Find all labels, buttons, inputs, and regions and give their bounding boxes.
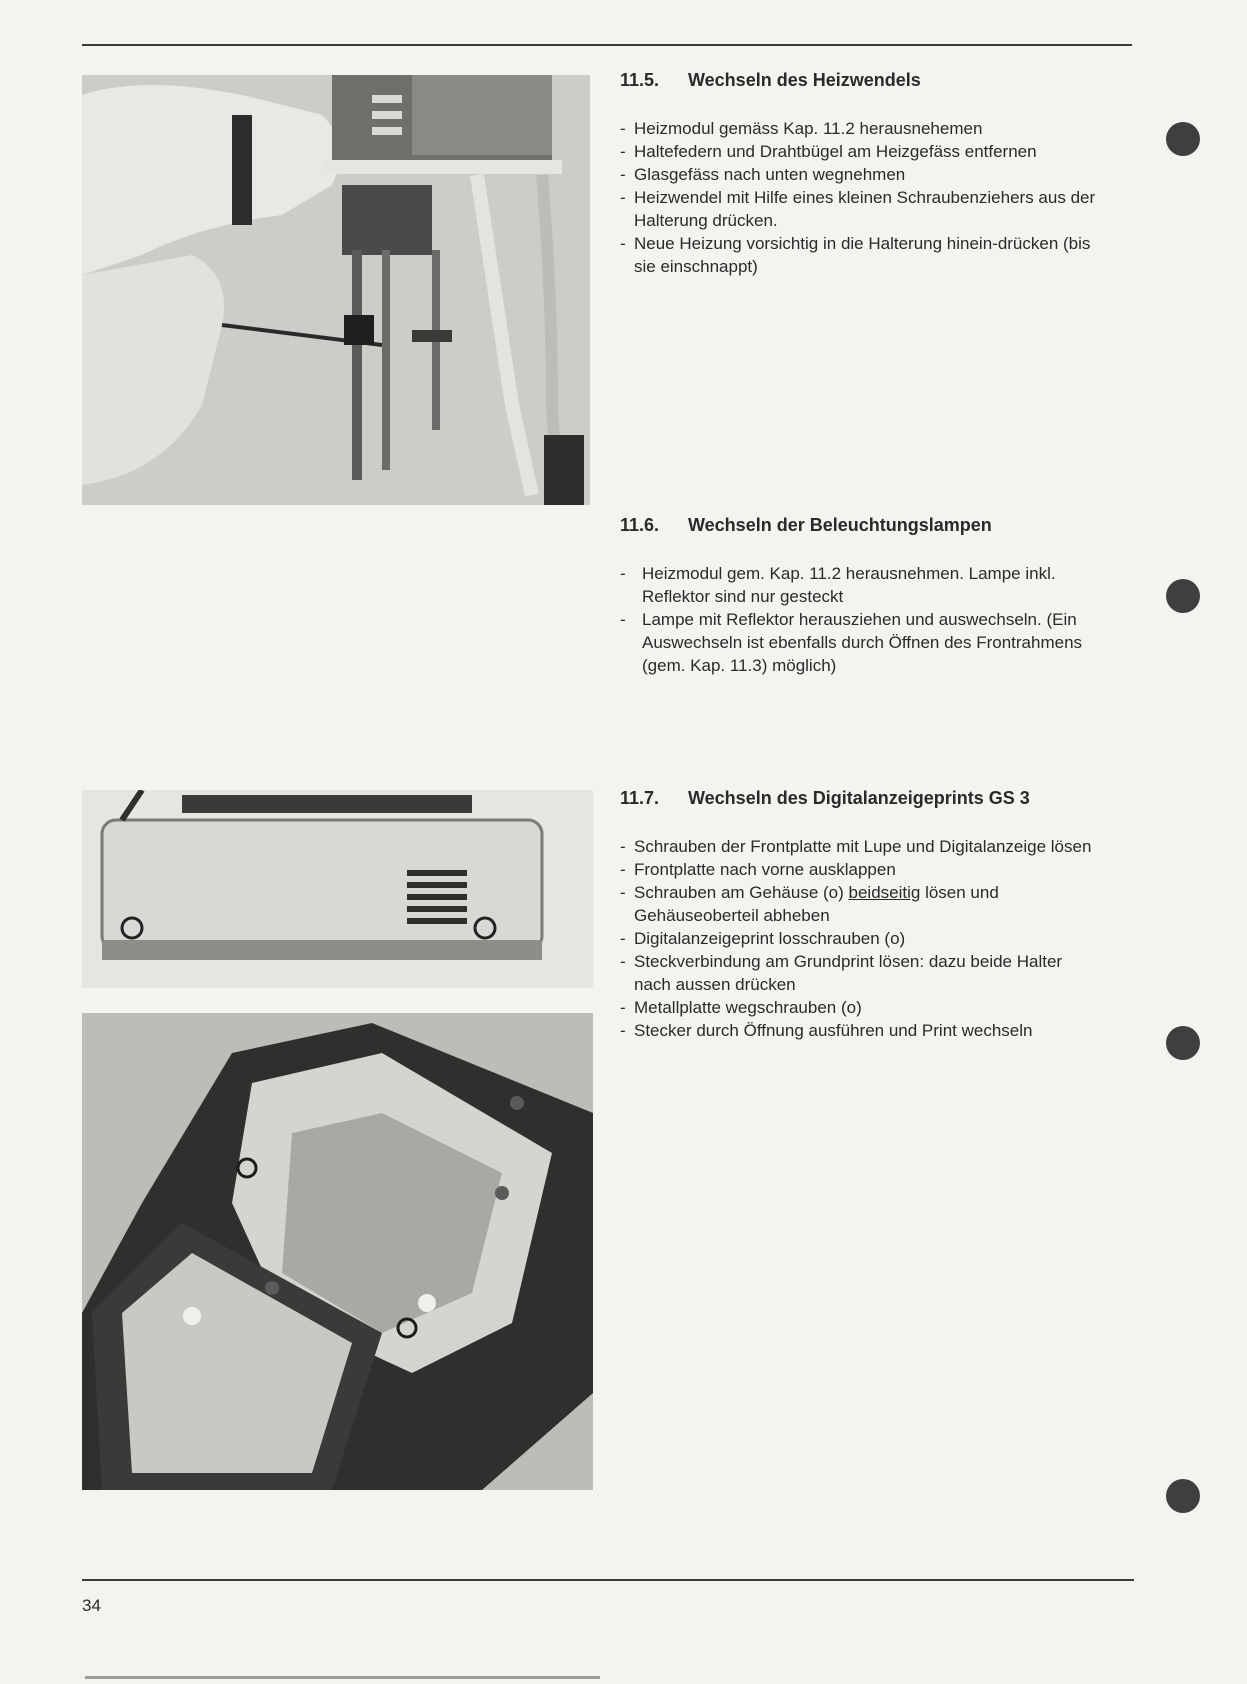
photo-digital-display-print bbox=[82, 1013, 593, 1490]
section-number: 11.7. bbox=[620, 788, 660, 808]
section-number: 11.5. bbox=[620, 70, 660, 90]
section-title: Wechseln der Beleuchtungslampen bbox=[688, 515, 992, 535]
section-number: 11.6. bbox=[620, 515, 660, 535]
section-11-5 bbox=[620, 70, 1100, 278]
page-number: 34 bbox=[82, 1596, 101, 1615]
page-edge-shadow bbox=[85, 1676, 600, 1679]
section-11-6 bbox=[620, 515, 1100, 677]
bottom-rule bbox=[82, 1579, 1134, 1581]
step-item: - Heizwendel mit Hilfe eines kleinen Schraubenziehers aus der Halterung drücken. bbox=[620, 186, 1100, 232]
punch-hole bbox=[1166, 1026, 1200, 1060]
step-text: Schrauben am Gehäuse (o) bbox=[634, 883, 849, 902]
step-item: - Metallplatte wegschrauben (o) bbox=[620, 996, 1100, 1019]
step-list bbox=[620, 117, 1100, 278]
section-heading bbox=[620, 70, 1100, 91]
punch-hole bbox=[1166, 579, 1200, 613]
step-item: - Steckverbindung am Grundprint lösen: dazu beide Halter nach aussen drücken bbox=[620, 950, 1100, 996]
step-item: - Heizmodul gem. Kap. 11.2 herausnehmen. Lampe inkl. Reflektor sind nur gesteckt bbox=[620, 562, 1100, 608]
step-list bbox=[620, 835, 1100, 1042]
punch-hole bbox=[1166, 1479, 1200, 1513]
step-item: - Glasgefäss nach unten wegnehmen bbox=[620, 163, 1100, 186]
punch-hole bbox=[1166, 122, 1200, 156]
section-title: Wechseln des Heizwendels bbox=[688, 70, 921, 90]
top-rule bbox=[82, 44, 1132, 46]
step-item: - Stecker durch Öffnung ausführen und Print wechseln bbox=[620, 1019, 1100, 1042]
photo-heater-coil bbox=[82, 75, 590, 505]
section-11-7 bbox=[620, 788, 1100, 1042]
step-item: - Schrauben der Frontplatte mit Lupe und Digitalanzeige lösen bbox=[620, 835, 1100, 858]
step-text: lösen und Gehäuseoberteil abheben bbox=[634, 883, 999, 925]
photo-housing-screws bbox=[82, 790, 593, 988]
step-item: - Frontplatte nach vorne ausklappen bbox=[620, 858, 1100, 881]
step-item: - Lampe mit Reflektor herausziehen und auswechseln. (Ein Auswechseln ist ebenfalls durch Öffnen des Frontrahmens (gem. Kap. 11.3) möglich) bbox=[620, 608, 1100, 677]
step-item: - Heizmodul gemäss Kap. 11.2 herausnehemen bbox=[620, 117, 1100, 140]
step-item: - Digitalanzeigeprint losschrauben (o) bbox=[620, 927, 1100, 950]
step-item: - Haltefedern und Drahtbügel am Heizgefäss entfernen bbox=[620, 140, 1100, 163]
section-title: Wechseln des Digitalanzeigeprints GS 3 bbox=[688, 788, 1030, 808]
section-heading bbox=[620, 515, 1100, 536]
step-emphasis: beidseitig bbox=[848, 883, 921, 902]
step-list bbox=[620, 562, 1100, 677]
step-item: - Neue Heizung vorsichtig in die Halterung hinein-drücken (bis sie einschnappt) bbox=[620, 232, 1100, 278]
step-item bbox=[620, 881, 1100, 927]
section-heading bbox=[620, 788, 1100, 809]
